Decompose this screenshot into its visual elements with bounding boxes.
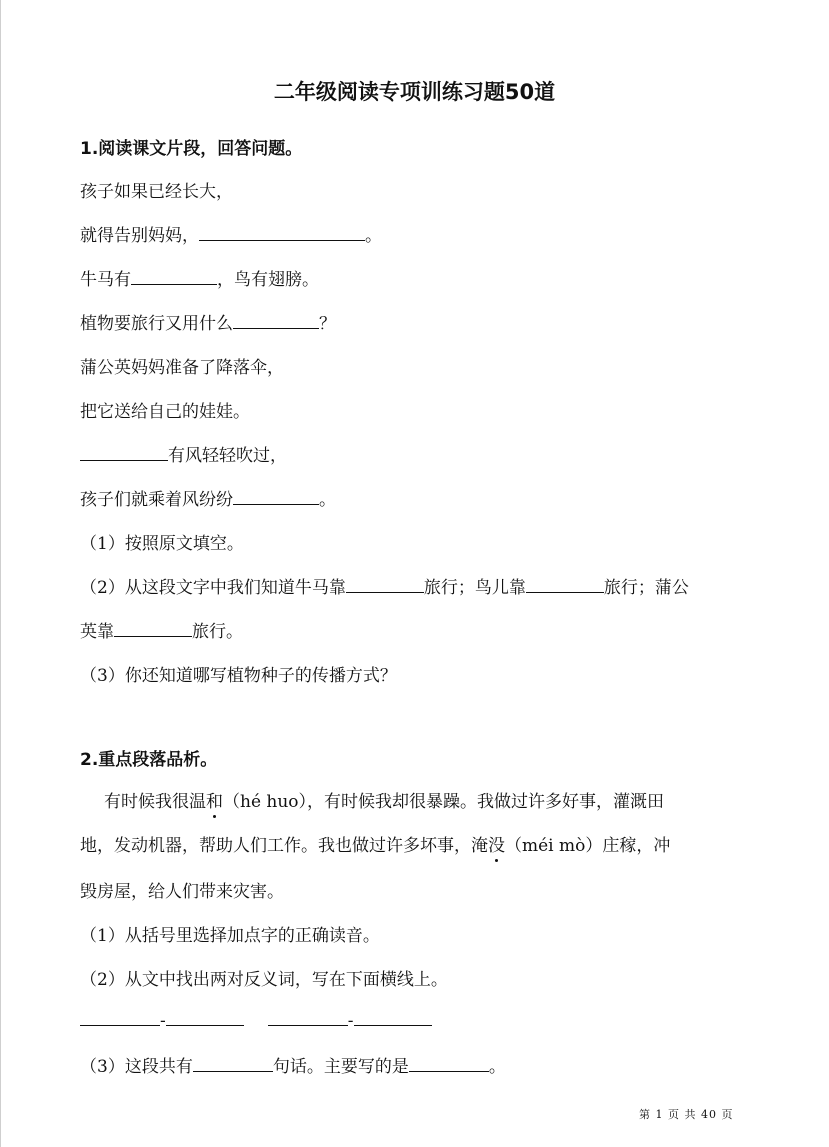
poem-line-8: 孩子们就乘着风纷纷 。 [80, 490, 336, 510]
fill-blank[interactable] [268, 1009, 348, 1026]
question-2-sub-3: （3）这段共有 句话。主要写的是 。 [80, 1057, 506, 1077]
question-1-sub-3: （3）你还知道哪写植物种子的传播方式？ [80, 666, 397, 686]
fill-blank[interactable] [526, 576, 604, 593]
fill-blank[interactable] [114, 620, 192, 637]
fill-blank[interactable] [80, 1009, 160, 1026]
poem-line-1: 孩子如果已经长大， [80, 182, 233, 202]
page-number: 第 1 页 共 40 页 [639, 1108, 734, 1121]
antonym-blanks: - - [80, 1009, 432, 1031]
fill-blank[interactable] [80, 444, 168, 461]
passage-line-2: 地，发动机器，帮助人们工作。我也做过许多坏事，淹没（méi mò）庄稼，冲 [80, 836, 671, 856]
fill-blank[interactable] [166, 1009, 244, 1026]
page-edge [0, 0, 1, 1147]
question-2-sub-1: （1）从括号里选择加点字的正确读音。 [80, 926, 380, 946]
poem-line-6: 把它送给自己的娃娃。 [80, 402, 250, 422]
fill-blank[interactable] [131, 268, 217, 285]
dotted-char: 和 [206, 792, 223, 812]
question-2-heading: 2.重点段落品析。 [80, 750, 218, 770]
passage-line-1: 有时候我很温和（hé huo），有时候我却很暴躁。我做过许多好事，灌溉田 [104, 792, 665, 812]
question-2-sub-2: （2）从文中找出两对反义词，写在下面横线上。 [80, 970, 448, 990]
poem-line-4: 植物要旅行又用什么 ？ [80, 314, 336, 334]
fill-blank[interactable] [409, 1055, 489, 1072]
passage-line-3: 毁房屋，给人们带来灾害。 [80, 882, 284, 902]
fill-blank[interactable] [193, 1055, 273, 1072]
fill-blank[interactable] [354, 1009, 432, 1026]
fill-blank[interactable] [199, 224, 365, 241]
question-1-heading: 1.阅读课文片段，回答问题。 [80, 139, 303, 159]
poem-line-2: 就得告别妈妈， 。 [80, 226, 382, 246]
poem-line-7: 有风轻轻吹过， [80, 441, 287, 466]
fill-blank[interactable] [346, 576, 424, 593]
question-1-sub-2: （2）从这段文字中我们知道牛马靠 旅行；鸟儿靠 旅行；蒲公 [80, 578, 689, 598]
page-title: 二年级阅读专项训练习题50道 [273, 80, 556, 104]
fill-blank[interactable] [233, 488, 319, 505]
poem-line-5: 蒲公英妈妈准备了降落伞， [80, 358, 284, 378]
fill-blank[interactable] [233, 312, 319, 329]
dotted-char: 没 [488, 836, 505, 856]
question-1-sub-1: （1）按照原文填空。 [80, 534, 244, 554]
poem-line-3: 牛马有 ，鸟有翅膀。 [80, 270, 319, 290]
question-1-sub-2-cont: 英靠 旅行。 [80, 622, 243, 642]
